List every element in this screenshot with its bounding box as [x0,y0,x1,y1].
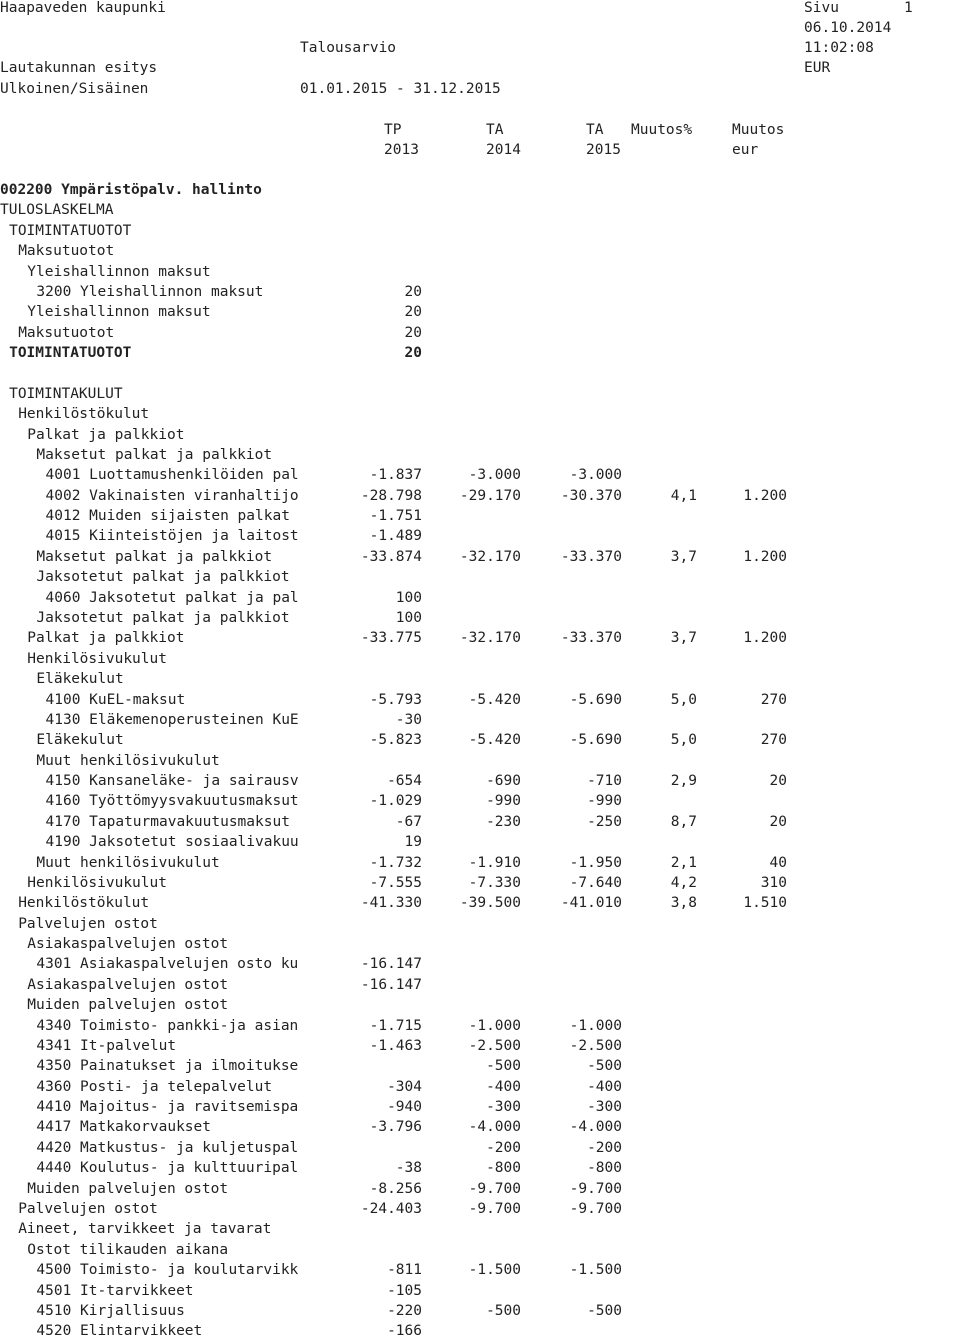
table-row [0,669,960,689]
value-tp-2013: -30 [395,711,422,728]
table-row [0,323,960,343]
table-row [0,282,960,302]
table-row [0,1179,960,1199]
col-year-2013: 2013 [384,142,419,158]
value-ta-2015: -1.000 [569,1017,622,1034]
value-tp-2013: 20 [404,304,422,321]
value-change-eur: 1.510 [743,895,787,912]
row-label: 4341 It-palvelut [36,1037,177,1054]
table-row [0,404,960,424]
table-row [0,954,960,974]
row-label: Muut henkilösivukulut [36,752,220,769]
value-change-pct: 2,9 [670,773,697,790]
value-change-eur: 270 [760,691,787,708]
row-label: Jaksotetut palkat ja palkkiot [36,569,290,586]
committee-label: Lautakunnan esitys [0,60,158,76]
page-number: 1 [904,0,913,16]
value-ta-2014: -400 [486,1078,521,1095]
value-ta-2015: -41.010 [560,895,622,912]
value-ta-2014: -990 [486,793,521,810]
value-tp-2013: -38 [395,1160,422,1177]
value-ta-2015: -250 [587,813,622,830]
value-change-eur: 20 [769,813,787,830]
row-label: TOIMINTAKULUT [9,385,123,402]
value-tp-2013: -166 [387,1323,422,1340]
value-tp-2013: -1.029 [369,793,422,810]
row-label: 4340 Toimisto- pankki-ja asian [36,1017,299,1034]
row-label: Maksutuotot [18,324,115,341]
row-label: 4350 Painatukset ja ilmoitukse [36,1058,299,1075]
table-row [0,200,960,220]
row-label: Palkat ja palkkiot [27,630,185,647]
spacer-row [0,363,960,383]
table-row [0,1260,960,1280]
table-row [0,1138,960,1158]
row-label: 002200 Ympäristöpalv. hallinto [0,182,262,198]
table-row [0,934,960,954]
row-label: 4190 Jaksotetut sosiaalivakuu [45,834,299,851]
value-tp-2013: 20 [404,283,422,300]
row-label: 4420 Matkustus- ja kuljetuspal [36,1139,299,1156]
row-label: Henkilöstökulut [18,895,150,912]
table-row [0,1240,960,1260]
value-ta-2015: -1.950 [569,854,622,871]
row-label: Henkilösivukulut [27,874,167,891]
value-change-eur: 40 [769,854,787,871]
table-row [0,262,960,282]
row-label: TULOSLASKELMA [0,202,114,219]
value-tp-2013: 100 [395,609,422,626]
value-ta-2014: -29.170 [459,487,521,504]
value-tp-2013: -28.798 [360,487,422,504]
value-change-pct: 8,7 [670,813,697,830]
value-ta-2015: -3.000 [569,467,622,484]
value-tp-2013: -33.874 [360,548,422,565]
row-label: Yleishallinnon maksut [27,263,211,280]
row-label: Ostot tilikauden aikana [27,1241,229,1258]
row-label: Asiakaspalvelujen ostot [27,936,229,953]
table-row [0,812,960,832]
value-tp-2013: -1.489 [369,528,422,545]
value-ta-2015: -500 [587,1058,622,1075]
value-tp-2013: -1.715 [369,1017,422,1034]
value-ta-2015: -710 [587,773,622,790]
value-ta-2015: -5.690 [569,691,622,708]
col-unit-eur: eur [732,142,759,158]
value-change-eur: 270 [760,732,787,749]
row-label: 4002 Vakinaisten viranhaltijo [45,487,299,504]
currency-label: EUR [804,60,831,76]
table-row [0,486,960,506]
row-label: TOIMINTATUOTOT [9,222,132,239]
table-row [0,791,960,811]
table-row [0,1117,960,1137]
period-range: 01.01.2015 - 31.12.2015 [300,81,501,97]
org-name: Haapaveden kaupunki [0,0,166,16]
table-row [0,608,960,628]
value-ta-2015: -800 [587,1160,622,1177]
value-ta-2014: -1.500 [468,1262,521,1279]
row-label: Jaksotetut palkat ja palkkiot [36,609,290,626]
table-row [0,1077,960,1097]
table-row [0,1036,960,1056]
row-label: Maksetut palkat ja palkkiot [36,446,273,463]
value-tp-2013: -304 [387,1078,422,1095]
row-label: 4160 Työttömyysvakuutusmaksut [45,793,299,810]
table-row [0,1199,960,1219]
value-tp-2013: -5.793 [369,691,422,708]
table-row [0,547,960,567]
row-label: 4150 Kansaneläke- ja sairausv [45,773,299,790]
value-tp-2013: -24.403 [360,1201,422,1217]
col-head-ta-2014: TA [486,122,504,138]
row-label: 4410 Majoitus- ja ravitsemispa [36,1099,299,1116]
value-ta-2014: -32.170 [459,630,521,647]
table-row [0,1097,960,1117]
row-label: 4130 Eläkemenoperusteinen KuE [45,711,299,728]
value-ta-2014: -230 [486,813,521,830]
value-tp-2013: -41.330 [360,895,422,912]
table-row [0,995,960,1015]
value-ta-2015: -400 [587,1078,622,1095]
value-tp-2013: 100 [395,589,422,606]
table-row [0,873,960,893]
value-tp-2013: -7.555 [369,874,422,891]
table-row [0,425,960,445]
value-tp-2013: -1.837 [369,467,422,484]
print-date: 06.10.2014 [804,20,892,36]
row-label: Maksutuotot [18,243,115,260]
row-label: TOIMINTATUOTOT [9,345,132,362]
table-row [0,751,960,771]
table-row [0,771,960,791]
value-ta-2014: -1.000 [468,1017,521,1034]
value-change-eur: 1.200 [743,548,787,565]
value-ta-2014: -300 [486,1099,521,1116]
value-ta-2015: -9.700 [569,1201,622,1217]
value-ta-2015: -5.690 [569,732,622,749]
value-ta-2015: -200 [587,1139,622,1156]
value-change-pct: 2,1 [670,854,697,871]
col-head-change-pct: Muutos% [631,122,693,138]
value-ta-2015: -1.500 [569,1262,622,1279]
report-title: Talousarvio [300,40,397,56]
value-tp-2013: -3.796 [369,1119,422,1136]
value-ta-2015: -30.370 [560,487,622,504]
value-ta-2015: -500 [587,1302,622,1319]
table-row [0,730,960,750]
row-label: 4012 Muiden sijaisten palkat [45,508,290,525]
table-row [0,690,960,710]
value-tp-2013: -1.751 [369,508,422,525]
value-change-eur: 310 [760,874,787,891]
col-head-ta-2015: TA [586,122,604,138]
row-label: Eläkekulut [36,671,124,688]
value-ta-2014: -9.700 [468,1201,521,1217]
row-label: Muiden palvelujen ostot [27,997,229,1014]
row-label: 4001 Luottamushenkilöiden pal [45,467,299,484]
value-ta-2014: -7.330 [468,874,521,891]
value-ta-2014: -500 [486,1302,521,1319]
row-label: 4015 Kiinteistöjen ja laitost [45,528,299,545]
value-tp-2013: 20 [404,324,422,341]
value-ta-2015: -33.370 [560,548,622,565]
table-row [0,832,960,852]
row-label: 4510 Kirjallisuus [36,1302,185,1319]
row-label: Aineet, tarvikkeet ja tavarat [18,1221,272,1238]
table-row [0,1219,960,1239]
row-label: 4440 Koulutus- ja kulttuuripal [36,1160,299,1177]
value-change-eur: 1.200 [743,487,787,504]
row-label: Muiden palvelujen ostot [27,1180,229,1197]
row-label: Muut henkilösivukulut [36,854,220,871]
table-row [0,628,960,648]
row-label: Palvelujen ostot [18,1201,158,1217]
col-head-change-eur: Muutos [732,122,785,138]
value-ta-2014: -690 [486,773,521,790]
table-row [0,1301,960,1321]
value-tp-2013: -33.775 [360,630,422,647]
row-label: Maksetut palkat ja palkkiot [36,548,273,565]
table-row [0,567,960,587]
row-label: 4060 Jaksotetut palkat ja pal [45,589,299,606]
value-tp-2013: -220 [387,1302,422,1319]
value-tp-2013: -811 [387,1262,422,1279]
row-label: Palvelujen ostot [18,915,158,932]
table-row [0,588,960,608]
value-ta-2014: -4.000 [468,1119,521,1136]
value-tp-2013: -5.823 [369,732,422,749]
value-tp-2013: 20 [404,345,422,362]
value-tp-2013: -67 [395,813,422,830]
table-row [0,506,960,526]
table-row [0,914,960,934]
table-row [0,1016,960,1036]
value-ta-2015: -4.000 [569,1119,622,1136]
value-ta-2015: -33.370 [560,630,622,647]
value-ta-2014: -800 [486,1160,521,1177]
col-year-2015: 2015 [586,142,621,158]
value-ta-2015: -990 [587,793,622,810]
value-tp-2013: -8.256 [369,1180,422,1197]
table-row [0,465,960,485]
table-row [0,526,960,546]
col-year-2014: 2014 [486,142,521,158]
value-tp-2013: 19 [404,834,422,851]
value-ta-2014: -5.420 [468,691,521,708]
value-change-pct: 4,2 [670,874,697,891]
row-label: 4520 Elintarvikkeet [36,1323,203,1340]
value-ta-2014: -32.170 [459,548,521,565]
row-label: Asiakaspalvelujen ostot [27,976,229,993]
table-row [0,710,960,730]
scope-label: Ulkoinen/Sisäinen [0,81,149,97]
value-change-pct: 3,7 [670,630,697,647]
row-label: 4360 Posti- ja telepalvelut [36,1078,273,1095]
value-ta-2014: -9.700 [468,1180,521,1197]
table-row [0,180,960,200]
value-tp-2013: -16.147 [360,956,422,973]
row-label: Henkilösivukulut [27,650,167,667]
value-ta-2014: -1.910 [468,854,521,871]
value-ta-2015: -7.640 [569,874,622,891]
row-label: 4501 It-tarvikkeet [36,1282,194,1299]
table-row [0,1321,960,1341]
value-change-pct: 3,8 [670,895,697,912]
value-tp-2013: -940 [387,1099,422,1116]
table-row [0,445,960,465]
table-row [0,853,960,873]
table-row [0,343,960,363]
value-ta-2014: -500 [486,1058,521,1075]
row-label: Henkilöstökulut [18,406,150,423]
table-row [0,975,960,995]
value-tp-2013: -1.463 [369,1037,422,1054]
table-row [0,241,960,261]
row-label: Eläkekulut [36,732,124,749]
value-change-pct: 5,0 [670,732,697,749]
row-label: 4500 Toimisto- ja koulutarvikk [36,1262,299,1279]
table-row [0,221,960,241]
value-change-pct: 3,7 [670,548,697,565]
row-label: Palkat ja palkkiot [27,426,185,443]
table-row [0,302,960,322]
value-change-pct: 5,0 [670,691,697,708]
table-row [0,649,960,669]
print-time: 11:02:08 [804,40,874,56]
value-ta-2015: -9.700 [569,1180,622,1197]
value-tp-2013: -654 [387,773,422,790]
value-ta-2014: -3.000 [468,467,521,484]
table-row [0,1281,960,1301]
table-row [0,384,960,404]
value-ta-2014: -2.500 [468,1037,521,1054]
row-label: 3200 Yleishallinnon maksut [36,283,264,300]
value-tp-2013: -1.732 [369,854,422,871]
value-ta-2014: -39.500 [459,895,521,912]
value-ta-2015: -300 [587,1099,622,1116]
table-row [0,1158,960,1178]
value-tp-2013: -16.147 [360,976,422,993]
value-change-eur: 1.200 [743,630,787,647]
value-tp-2013: -105 [387,1282,422,1299]
table-row [0,1056,960,1076]
row-label: Yleishallinnon maksut [27,304,211,321]
col-head-tp: TP [384,122,402,138]
value-change-eur: 20 [769,773,787,790]
table-row [0,893,960,913]
row-label: 4417 Matkakorvaukset [36,1119,211,1136]
value-ta-2014: -5.420 [468,732,521,749]
value-ta-2014: -200 [486,1139,521,1156]
row-label: 4170 Tapaturmavakuutusmaksut [45,813,290,830]
value-change-pct: 4,1 [670,487,697,504]
page-label: Sivu [804,0,839,16]
row-label: 4100 KuEL-maksut [45,691,186,708]
row-label: 4301 Asiakaspalvelujen osto ku [36,956,299,973]
value-ta-2015: -2.500 [569,1037,622,1054]
